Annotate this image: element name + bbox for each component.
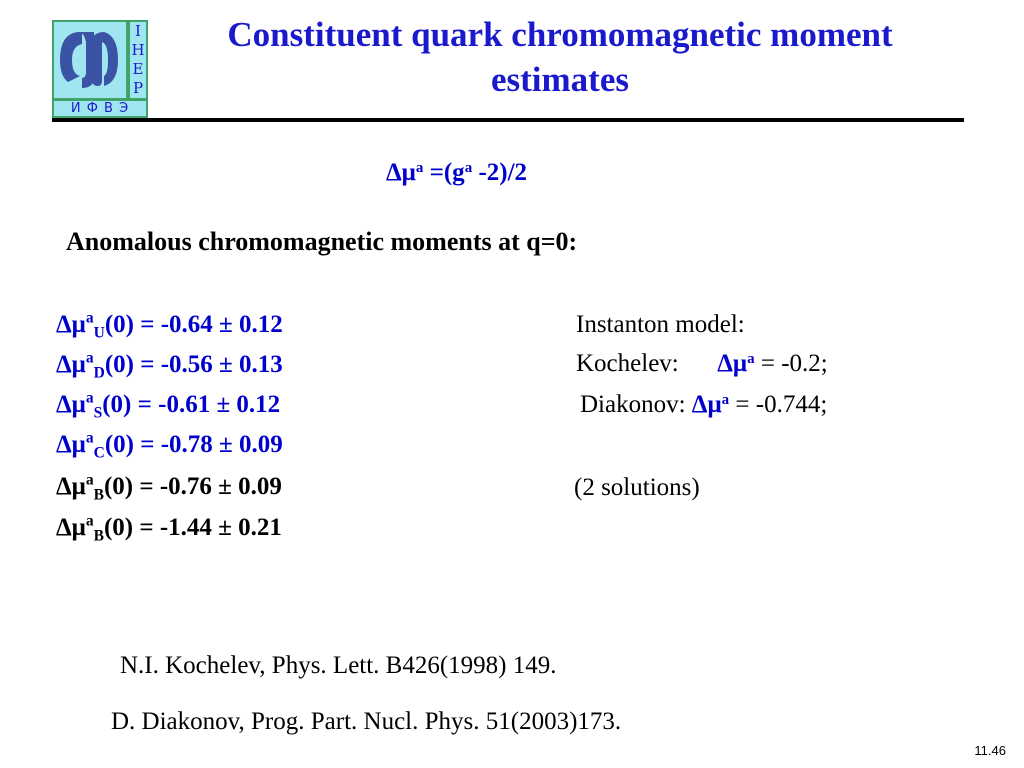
moment-row (56, 513, 282, 543)
kochelev-symbol (717, 350, 754, 377)
formula-sup: a (464, 159, 473, 176)
quark-flavor: B (93, 486, 104, 504)
page-number: 11.46 (974, 743, 1006, 758)
solutions-note: (2 solutions) (574, 474, 700, 501)
formula-lhs: Δμ (386, 159, 416, 186)
quark-flavor: C (93, 444, 105, 462)
formula-mid: =(g (423, 159, 465, 186)
title-divider (52, 118, 964, 122)
moment-value: (0) = -0.78 ± 0.09 (104, 431, 283, 458)
moment-sup: a (85, 349, 94, 367)
ihep-logo (52, 20, 148, 118)
slide-title: Constituent quark chromomagnetic moment estimates (227, 15, 893, 99)
moment-value: (0) = -1.44 ± 0.21 (103, 514, 282, 541)
moment-symbol: Δμ (56, 514, 86, 541)
reference-diakonov: D. Diakonov, Prog. Part. Nucl. Phys. 51(2003)173. (111, 708, 622, 735)
moment-sup: a (85, 512, 94, 530)
moment-symbol: Δμ (691, 391, 722, 418)
moment-row (56, 430, 283, 460)
moment-row (56, 350, 283, 380)
logo-caption: И Ф В Э (70, 101, 130, 116)
logo-letter: Е (132, 60, 144, 78)
logo-letter: Р (132, 79, 144, 97)
moment-row (56, 472, 282, 502)
moment-sup: a (85, 429, 94, 447)
instanton-header: Instanton model: (576, 311, 745, 338)
quark-flavor: B (93, 527, 104, 545)
moment-symbol: Δμ (56, 351, 86, 378)
moment-symbol: Δμ (56, 311, 86, 338)
section-heading: Anomalous chromomagnetic moments at q=0: (66, 227, 578, 256)
kochelev-label: Kochelev: (576, 350, 679, 377)
logo-letter-column (129, 22, 147, 98)
moment-symbol: Δμ (56, 431, 86, 458)
moment-symbol: Δμ (717, 350, 748, 377)
diakonov-estimate (580, 390, 827, 420)
diakonov-value: = -0.744; (729, 391, 828, 418)
quark-flavor: U (93, 324, 105, 342)
moment-value: (0) = -0.61 ± 0.12 (102, 391, 281, 418)
diakonov-label: Diakonov: (580, 391, 692, 418)
moment-sup: a (85, 389, 94, 407)
logo-letter: Н (131, 41, 145, 59)
kochelev-value: = -0.2; (754, 350, 828, 377)
logo-letter: I (135, 22, 141, 40)
formula-sup: a (415, 159, 424, 176)
moment-value: (0) = -0.56 ± 0.13 (104, 351, 283, 378)
moment-sup: a (721, 391, 730, 408)
definition-formula (386, 159, 527, 187)
reference-kochelev: N.I. Kochelev, Phys. Lett. B426(1998) 149. (120, 652, 557, 679)
quark-flavor: S (93, 404, 103, 422)
moment-row (56, 310, 283, 340)
moment-value: (0) = -0.76 ± 0.09 (103, 473, 282, 500)
moment-symbol: Δμ (56, 473, 86, 500)
formula-rhs: -2)/2 (472, 159, 528, 186)
moment-symbol: Δμ (56, 391, 86, 418)
moment-sup: a (747, 350, 755, 367)
diakonov-symbol (692, 391, 729, 418)
kochelev-estimate (576, 349, 828, 379)
moment-sup: a (85, 309, 94, 327)
quark-flavor: D (93, 364, 105, 382)
moment-sup: a (85, 471, 94, 489)
moment-row (56, 390, 280, 420)
moment-value: (0) = -0.64 ± 0.12 (104, 311, 283, 338)
